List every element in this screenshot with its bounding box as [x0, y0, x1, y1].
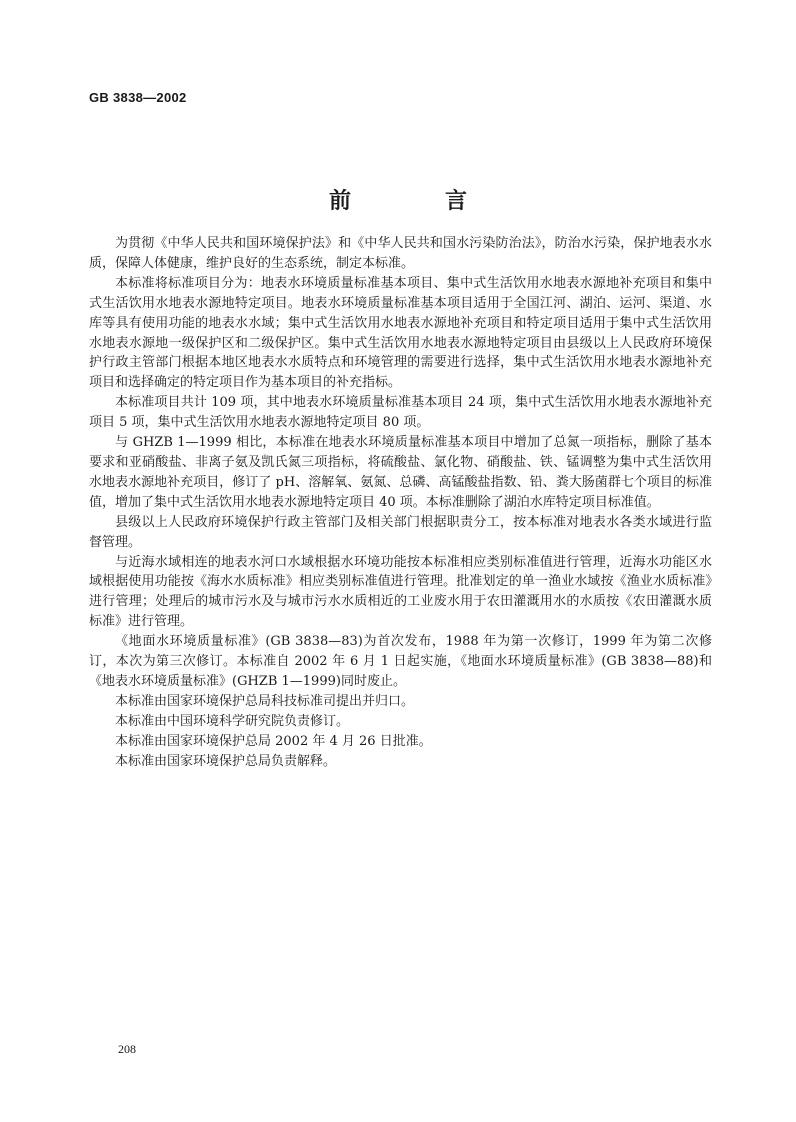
- page-title: 前 言: [328, 189, 503, 214]
- paragraph-purpose: 为贯彻《中华人民共和国环境保护法》和《中华人民共和国水污染防治法》，防治水污染，保护地表水水质，保障人体健康，维护良好的生态系统，制定本标准。: [89, 236, 712, 271]
- paragraph-drafter: 本标准由中国环境科学研究院负责修订。: [115, 713, 350, 729]
- paragraph-revision-history: 《地面水环境质量标准》(GB 3838—83)为首次发布，1988 年为第一次修订，1999 年为第二次修订，本次为第三次修订。本标准自 2002 年 6 月 1 日起实施，《地面水环境质量标准》(GB 3838—88)和《地表水环境质量标准》(GHZB 1—1999)同时废止。: [89, 634, 712, 689]
- page-number: 208: [118, 1042, 136, 1056]
- paragraph-approval: 本标准由国家环境保护总局 2002 年 4 月 26 日批准。: [115, 733, 432, 749]
- paragraph-supervision: 县级以上人民政府环境保护行政主管部门及相关部门根据职责分工，按本标准对地表水各类水域进行监督管理。: [89, 514, 712, 550]
- paragraph-interpretation: 本标准由国家环境保护总局负责解释。: [115, 753, 337, 769]
- paragraph-proposer: 本标准由国家环境保护总局科技标准司提出并归口。: [115, 693, 415, 709]
- paragraph-item-count: 本标准项目共计 109 项，其中地表水环境质量标准基本项目 24 项，集中式生活饮用水地表水源地补充项目 5 项，集中式生活饮用水地表水源地特定项目 80 项。: [89, 395, 712, 431]
- document-body: [89, 234, 712, 771]
- paragraph-changes: 与 GHZB 1—1999 相比，本标准在地表水环境质量标准基本项目中增加了总氮一项指标，删除了基本要求和亚硝酸盐、非离子氨及凯氏氮三项指标，将硫酸盐、氯化物、硝酸盐、铁、锰调整为集中式生活饮用水地表水源地补充项目，修订了 pH、溶解氧、氨氮、总磷、高锰酸盐指数、铅、粪大肠菌群七个项目的标准值，增加了集中式生活饮用水地表水源地特定项目 40 项。本标准删除了湖泊水库特定项目标准值。: [89, 435, 712, 510]
- standard-code: GB 3838—2002: [89, 90, 187, 105]
- paragraph-item-categories: 本标准将标准项目分为：地表水环境质量标准基本项目、集中式生活饮用水地表水源地补充项目和集中式生活饮用水地表水源地特定项目。地表水环境质量标准基本项目适用于全国江河、湖泊、运河、渠道、水库等具有使用功能的地表水水域；集中式生活饮用水地表水源地补充项目和特定项目适用于集中式生活饮用水地表水源地一级保护区和二级保护区。集中式生活饮用水地表水源地特定项目由县级以上人民政府环境保护行政主管部门根据本地区地表水水质特点和环境管理的需要进行选择，集中式生活饮用水地表水源地补充项目和选择确定的特定项目作为基本项目的补充指标。: [89, 275, 712, 391]
- paragraph-estuary-management: 与近海水域相连的地表水河口水域根据水环境功能按本标准相应类别标准值进行管理，近海水功能区水域根据使用功能按《海水水质标准》相应类别标准值进行管理。批准划定的单一渔业水域按《渔业水质标准》进行管理；处理后的城市污水及与城市污水水质相近的工业废水用于农田灌溉用水的水质按《农田灌溉水质标准》进行管理。: [89, 554, 712, 630]
